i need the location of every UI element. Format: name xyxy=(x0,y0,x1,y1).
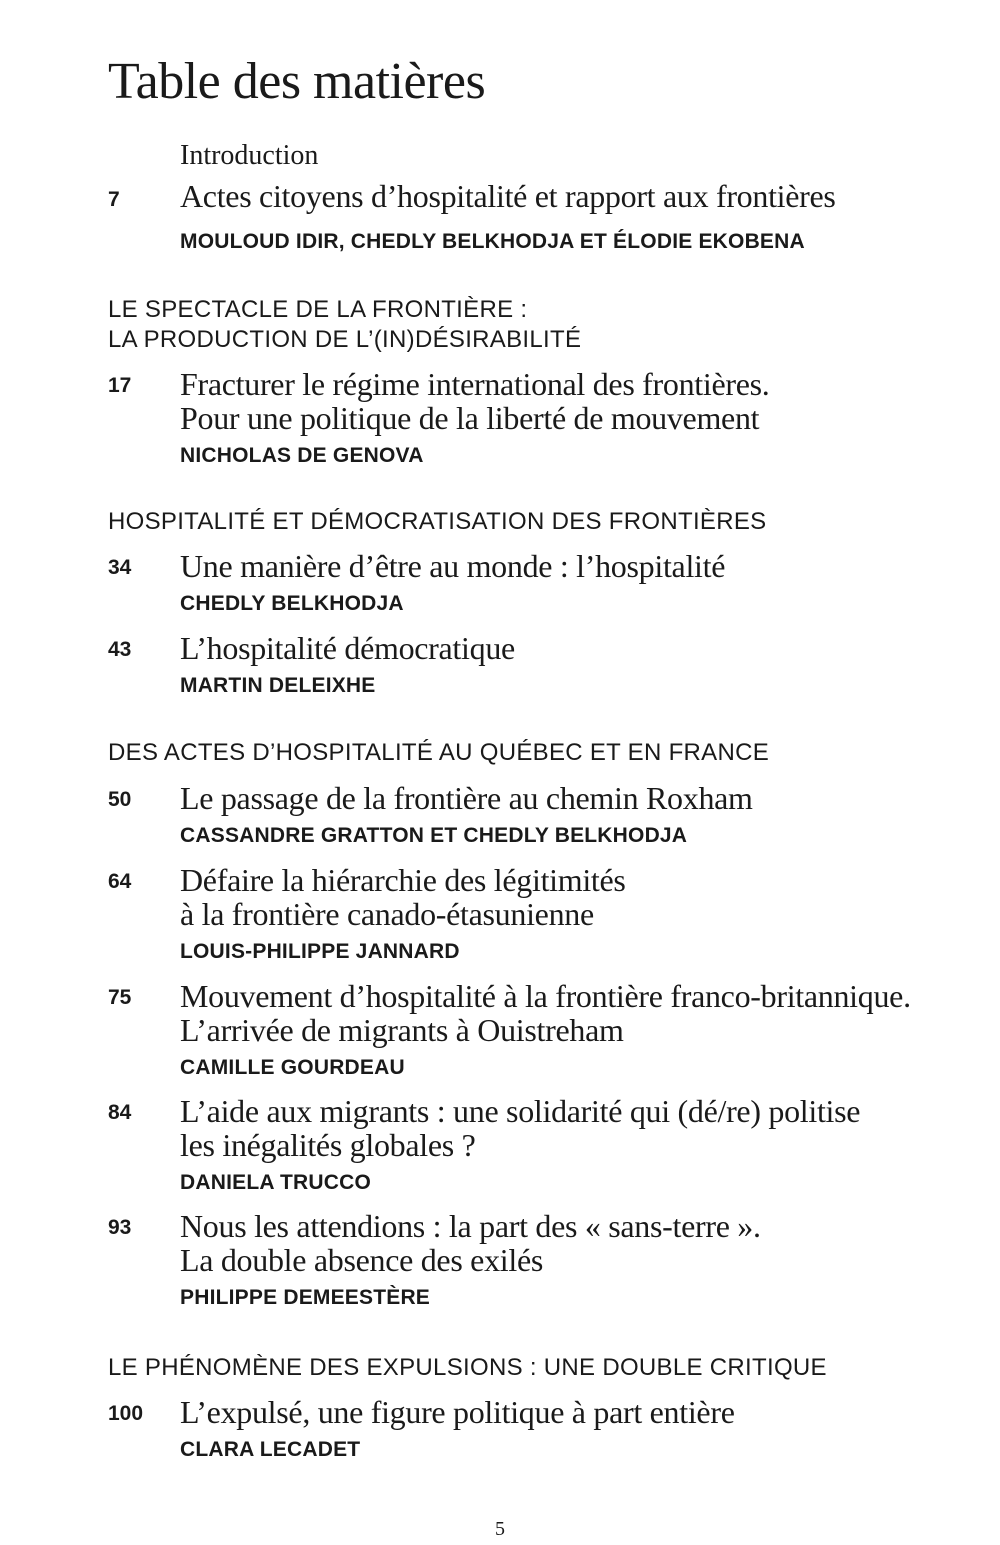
entry-title-line: Pour une politique de la liberté de mouvement xyxy=(180,400,760,436)
entry-title-line: Le passage de la frontière au chemin Roxham xyxy=(180,780,753,816)
section-heading: HOSPITALITÉ ET DÉMOCRATISATION DES FRONTIÈRES xyxy=(108,508,767,535)
entry-title-line: Une manière d’être au monde : l’hospitalité xyxy=(180,548,726,584)
entry-title-line: à la frontière canado-étasunienne xyxy=(180,896,594,932)
entry-page-number: 75 xyxy=(108,986,132,1009)
entry-title-line: L’aide aux migrants : une solidarité qui (dé/re) politise xyxy=(180,1093,861,1129)
entry-page-number: 34 xyxy=(108,556,132,579)
entry-authors: PHILIPPE DEMEESTÈRE xyxy=(180,1286,431,1309)
entry-page-number: 93 xyxy=(108,1216,132,1239)
entry-authors: CHEDLY BELKHODJA xyxy=(180,592,404,615)
section-heading: LE PHÉNOMÈNE DES EXPULSIONS : UNE DOUBLE CRITIQUE xyxy=(108,1354,827,1381)
entry-title-line: Fracturer le régime international des frontières. xyxy=(180,366,770,402)
section-heading: LA PRODUCTION DE L’(IN)DÉSIRABILITÉ xyxy=(108,326,582,353)
entry-page-number: 50 xyxy=(108,788,132,811)
entry-title-line: La double absence des exilés xyxy=(180,1242,544,1278)
entry-page-number: 7 xyxy=(108,188,120,211)
entry-authors: DANIELA TRUCCO xyxy=(180,1171,372,1194)
entry-authors: NICHOLAS DE GENOVA xyxy=(180,444,424,467)
entry-page-number: 100 xyxy=(108,1402,144,1425)
entry-authors: CASSANDRE GRATTON ET CHEDLY BELKHODJA xyxy=(180,824,688,847)
entry-authors: LOUIS-PHILIPPE JANNARD xyxy=(180,940,460,963)
entry-prefix: Introduction xyxy=(180,140,319,171)
entry-title-line: L’hospitalité démocratique xyxy=(180,630,515,666)
entry-page-number: 64 xyxy=(108,870,132,893)
entry-title-line: L’expulsé, une figure politique à part entière xyxy=(180,1394,735,1430)
entry-title-line: Nous les attendions : la part des « sans-terre ». xyxy=(180,1208,761,1244)
entry-title-line: L’arrivée de migrants à Ouistreham xyxy=(180,1012,624,1048)
entry-title: Actes citoyens d’hospitalité et rapport aux frontières xyxy=(180,178,836,214)
entry-authors: MOULOUD IDIR, CHEDLY BELKHODJA ET ÉLODIE EKOBENA xyxy=(180,230,805,253)
entry-title-line: Défaire la hiérarchie des légitimités xyxy=(180,862,626,898)
section-heading: LE SPECTACLE DE LA FRONTIÈRE : xyxy=(108,296,528,323)
entry-title-line: les inégalités globales ? xyxy=(180,1127,476,1163)
entry-page-number: 43 xyxy=(108,638,132,661)
section-heading: DES ACTES D’HOSPITALITÉ AU QUÉBEC ET EN FRANCE xyxy=(108,739,770,766)
entry-authors: MARTIN DELEIXHE xyxy=(180,674,376,697)
page-number: 5 xyxy=(495,1518,505,1540)
entry-page-number: 84 xyxy=(108,1101,132,1124)
entry-authors: CLARA LECADET xyxy=(180,1438,361,1461)
entry-authors: CAMILLE GOURDEAU xyxy=(180,1056,405,1079)
entry-title-line: Mouvement d’hospitalité à la frontière franco-britannique. xyxy=(180,978,911,1014)
page-title: Table des matières xyxy=(108,53,486,110)
entry-page-number: 17 xyxy=(108,374,132,397)
